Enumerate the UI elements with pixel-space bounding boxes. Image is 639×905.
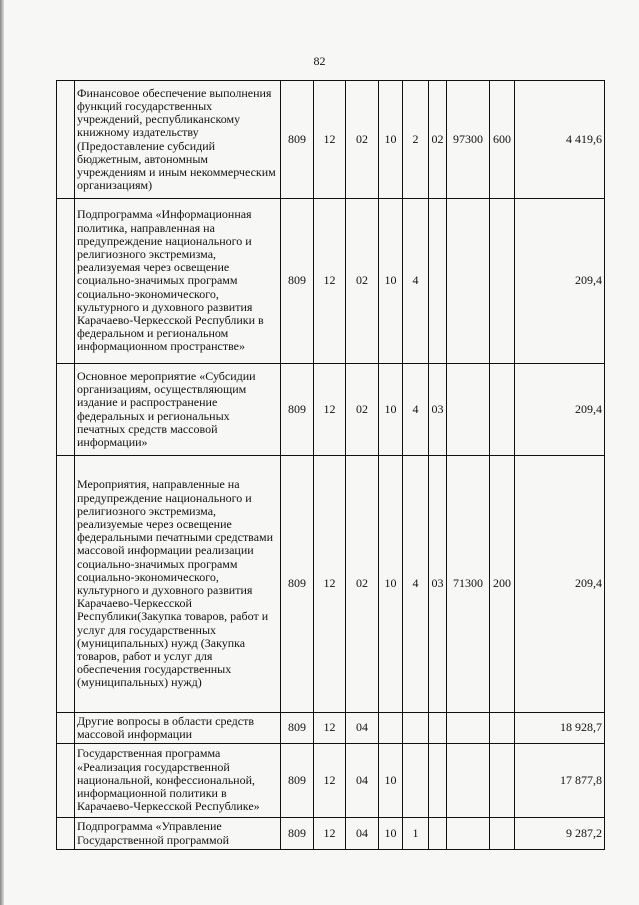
direction-code bbox=[447, 199, 490, 364]
row-description: Финансовое обеспечение выполнения функций государственных учреждений, республиканскому книжному издательству (Предоставление субсидий бюджетным, автономным учреждениям и иным некоммерческим организациям) bbox=[75, 81, 281, 199]
expense-type-code bbox=[490, 364, 515, 456]
subsection-code: 02 bbox=[346, 81, 379, 199]
event-code: 03 bbox=[429, 456, 447, 713]
event-code bbox=[429, 818, 447, 850]
event-code bbox=[429, 199, 447, 364]
ministry-code: 809 bbox=[281, 199, 314, 364]
subprogram-code: 2 bbox=[403, 81, 429, 199]
row-description: Мероприятия, направленные на предупреждение национального и религиозного экстремизма, реализуемые через освещение федеральными печатными средствами массовой информации реализации социально-значимых программ социально-экономического, культурного и духовного развития Карачаево-Черкесской Республики(Закупка товаров, работ и услуг для государственных (муниципальных) нужд (Закупка товаров, работ и услуг для обеспечения государственных (муниципальных) нужд) bbox=[75, 456, 281, 713]
row-marker-cell bbox=[57, 818, 75, 850]
event-code bbox=[429, 744, 447, 818]
direction-code: 71300 bbox=[447, 456, 490, 713]
amount: 209,4 bbox=[515, 199, 605, 364]
program-code: 10 bbox=[379, 456, 403, 713]
subsection-code: 02 bbox=[346, 456, 379, 713]
expense-type-code bbox=[490, 744, 515, 818]
amount: 209,4 bbox=[515, 456, 605, 713]
row-description: Подпрограмма «Информационная политика, направленная на предупреждение национального и религиозного экстремизма, реализуемая через освещение социально-значимых программ социально-экономического, культурного и духовного развития Карачаево-Черкесской Республики в федеральном и региональном информационном пространстве» bbox=[75, 199, 281, 364]
ministry-code: 809 bbox=[281, 81, 314, 199]
table-row bbox=[57, 744, 605, 818]
program-code: 10 bbox=[379, 199, 403, 364]
subprogram-code: 4 bbox=[403, 456, 429, 713]
budget-table bbox=[56, 80, 605, 850]
subprogram-code bbox=[403, 713, 429, 744]
row-description: Государственная программа «Реализация государственной национальной, конфессиональной, информационной политики в Карачаево-Черкесской Республике» bbox=[75, 744, 281, 818]
row-marker-cell bbox=[57, 81, 75, 199]
amount: 17 877,8 bbox=[515, 744, 605, 818]
table-row bbox=[57, 713, 605, 744]
subprogram-code: 4 bbox=[403, 364, 429, 456]
amount: 4 419,6 bbox=[515, 81, 605, 199]
direction-code bbox=[447, 713, 490, 744]
table-row bbox=[57, 81, 605, 199]
table-row bbox=[57, 364, 605, 456]
section-code: 12 bbox=[314, 81, 346, 199]
table-row bbox=[57, 818, 605, 850]
direction-code bbox=[447, 818, 490, 850]
amount: 9 287,2 bbox=[515, 818, 605, 850]
subprogram-code bbox=[403, 744, 429, 818]
direction-code: 97300 bbox=[447, 81, 490, 199]
row-marker-cell bbox=[57, 713, 75, 744]
expense-type-code: 600 bbox=[490, 81, 515, 199]
row-description: Основное мероприятие «Субсидии организациям, осуществляющим издание и распространение федеральных и региональных печатных средств массовой информации» bbox=[75, 364, 281, 456]
subsection-code: 04 bbox=[346, 744, 379, 818]
subprogram-code: 1 bbox=[403, 818, 429, 850]
expense-type-code bbox=[490, 818, 515, 850]
row-marker-cell bbox=[57, 744, 75, 818]
expense-type-code bbox=[490, 713, 515, 744]
section-code: 12 bbox=[314, 199, 346, 364]
section-code: 12 bbox=[314, 713, 346, 744]
direction-code bbox=[447, 364, 490, 456]
event-code: 03 bbox=[429, 364, 447, 456]
program-code: 10 bbox=[379, 744, 403, 818]
row-marker-cell bbox=[57, 364, 75, 456]
program-code bbox=[379, 713, 403, 744]
event-code: 02 bbox=[429, 81, 447, 199]
expense-type-code bbox=[490, 199, 515, 364]
ministry-code: 809 bbox=[281, 364, 314, 456]
table-row bbox=[57, 456, 605, 713]
section-code: 12 bbox=[314, 456, 346, 713]
subsection-code: 02 bbox=[346, 364, 379, 456]
table-row bbox=[57, 199, 605, 364]
subprogram-code: 4 bbox=[403, 199, 429, 364]
row-marker-cell bbox=[57, 456, 75, 713]
amount: 209,4 bbox=[515, 364, 605, 456]
section-code: 12 bbox=[314, 744, 346, 818]
row-description: Другие вопросы в области средств массовой информации bbox=[75, 713, 281, 744]
table-body bbox=[57, 81, 605, 850]
event-code bbox=[429, 713, 447, 744]
ministry-code: 809 bbox=[281, 456, 314, 713]
program-code: 10 bbox=[379, 364, 403, 456]
scan-edge-shadow bbox=[0, 0, 4, 905]
direction-code bbox=[447, 744, 490, 818]
row-description: Подпрограмма «Управление Государственной программой bbox=[75, 818, 281, 850]
section-code: 12 bbox=[314, 364, 346, 456]
amount: 18 928,7 bbox=[515, 713, 605, 744]
program-code: 10 bbox=[379, 81, 403, 199]
page-number: 82 bbox=[313, 54, 326, 68]
ministry-code: 809 bbox=[281, 744, 314, 818]
ministry-code: 809 bbox=[281, 713, 314, 744]
section-code: 12 bbox=[314, 818, 346, 850]
subsection-code: 04 bbox=[346, 818, 379, 850]
program-code: 10 bbox=[379, 818, 403, 850]
subsection-code: 04 bbox=[346, 713, 379, 744]
expense-type-code: 200 bbox=[490, 456, 515, 713]
subsection-code: 02 bbox=[346, 199, 379, 364]
row-marker-cell bbox=[57, 199, 75, 364]
ministry-code: 809 bbox=[281, 818, 314, 850]
